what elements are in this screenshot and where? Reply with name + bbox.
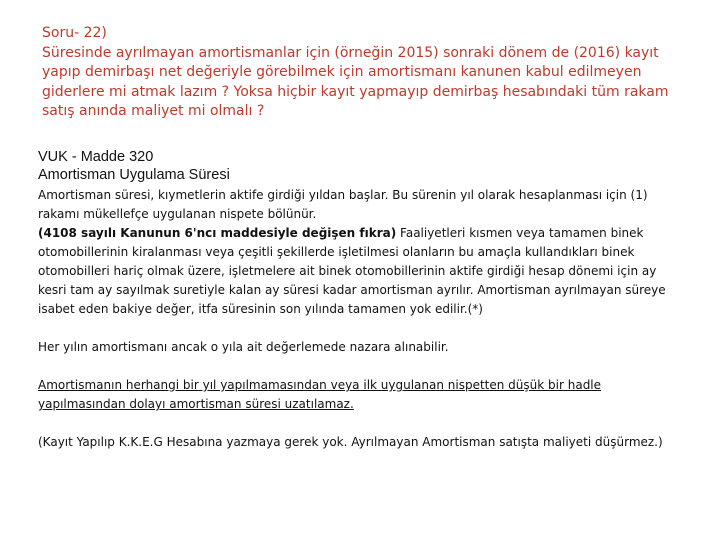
law-title: Amortisman Uygulama Süresi	[38, 167, 230, 183]
amendment-note: (4108 sayılı Kanunun 6'ncı maddesiyle değişen fıkra)	[38, 226, 397, 240]
law-body	[38, 186, 678, 452]
amendment-text: Faaliyetleri kısmen veya tamamen binek otomobillerinin kiralanması veya çeşitli şekillerde işletilmesi olanların bu amaçla kullandıkları binek otomobilleri hariç olmak üzere, işletmelere ait binek otomobillerinin aktife girdiği hesap dönemi için ay kesri tam ay sayılmak suretiyle kalan ay süresi kadar amortisman ayrılır. Amortisman ayrılmayan süreye isabet eden bakiye değer, itfa süresinin son yılında tamamen yok edilir.(*)	[38, 226, 666, 316]
paragraph-yearly: Her yılın amortismanı ancak o yıla ait değerlemede nazara alınabilir.	[38, 340, 449, 354]
paragraph-amendment	[38, 224, 678, 319]
paragraph-no-extension: Amortismanın herhangi bir yıl yapılmamasından veya ilk uygulanan nispetten düşük bir hadle yapılmasından dolayı amortisman süresi uzatılamaz.	[38, 378, 602, 411]
question-text: Süresinde ayrılmayan amortismanlar için (örneğin 2015) sonraki dönem de (2016) kayıt yapıp demirbaşı net değeriyle görebilmek için amortismanı kanunen kabul edilmeyen giderlere mi atmak lazım ? Yoksa hiçbir kayıt yapmayıp demirbaş hesabındaki tüm rakam satış anında maliyet mi olmalı ?	[42, 44, 669, 119]
paragraph-note: (Kayıt Yapılıp K.K.E.G Hesabına yazmaya gerek yok. Ayrılmayan Amortisman satışta maliyeti düşürmez.)	[38, 435, 663, 449]
law-reference: VUK - Madde 320	[38, 149, 154, 165]
law-heading	[38, 148, 698, 184]
question-block	[42, 24, 682, 122]
paragraph-start-date: Amortisman süresi, kıymetlerin aktife girdiği yıldan başlar. Bu sürenin yıl olarak hesaplanması için (1) rakamı mükellefçe uygulanan nispete bölünür.	[38, 188, 648, 221]
question-title: Soru- 22)	[42, 25, 107, 41]
